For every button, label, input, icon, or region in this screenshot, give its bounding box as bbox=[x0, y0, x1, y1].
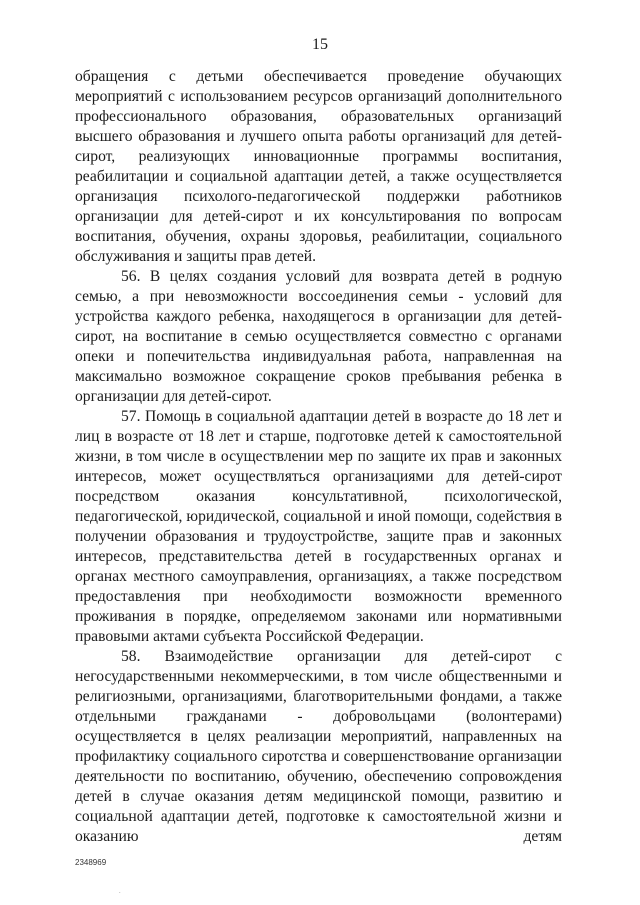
margin-mark: . bbox=[119, 889, 121, 895]
paragraph-56: 56. В целях создания условий для возврата детей в родную семью, а при невозможности воссоединения семьи - условий для устройства каждого ребенка, находящегося в организации для детей-сирот, на воспитание в семью осуществляется совместно с органами опеки и попечительства индивидуальная работа, направленная на максимально возможное сокращение сроков пребывания ребенка в организации для детей-сирот. bbox=[75, 268, 562, 405]
paragraph-58: 58. Взаимодействие организации для детей-сирот с негосударственными некоммерческими, в том числе общественными и религиозными, организациями, благотворительными фондами, а также отдельными гражданами - добровольцами (волонтерами) осуществляется в целях реализации мероприятий, направленных на профилактику социального сиротства и совершенствование организации деятельности по воспитанию, обучению, обеспечению сопровождения детей в случае оказания детям медицинской помощи, развитию и социальной адаптации детей, подготовке к самостоятельной жизни и оказанию детям bbox=[75, 648, 562, 845]
paragraph-57: 57. Помощь в социальной адаптации детей в возрасте до 18 лет и лиц в возрасте от 18 лет и старше, подготовке детей к самостоятельной жизни, в том числе в осуществлении мер по защите их прав и законных интересов, может осуществляться организациями для детей-сирот посредством оказания консультативной, психологической, педагогической, юридической, социальной и иной помощи, содействия в получении образования и трудоустройстве, защите прав и законных интересов, представительства детей в государственных органах и органах местного самоуправления, организациях, а также посредством предоставления при необходимости возможности временного проживания в порядке, определяемом законами или нормативными правовыми актами субъекта Российской Федерации. bbox=[75, 408, 562, 645]
document-body bbox=[75, 67, 562, 847]
document-code: 2348969 bbox=[75, 858, 107, 867]
paragraph-continuation: обращения с детьми обеспечивается проведение обучающих мероприятий с использованием ресурсов организаций дополнительного профессионального образования, образовательных организаций высшего образования и лучшего опыта работы организаций для детей-сирот, реализующих инновационные программы воспитания, реабилитации и социальной адаптации детей, а также осуществляется организация психолого-педагогической поддержки работников организации для детей-сирот и их консультирования по вопросам воспитания, обучения, охраны здоровья, реабилитации, социального обслуживания и защиты прав детей. bbox=[75, 68, 562, 265]
page-number: 15 bbox=[312, 36, 328, 53]
